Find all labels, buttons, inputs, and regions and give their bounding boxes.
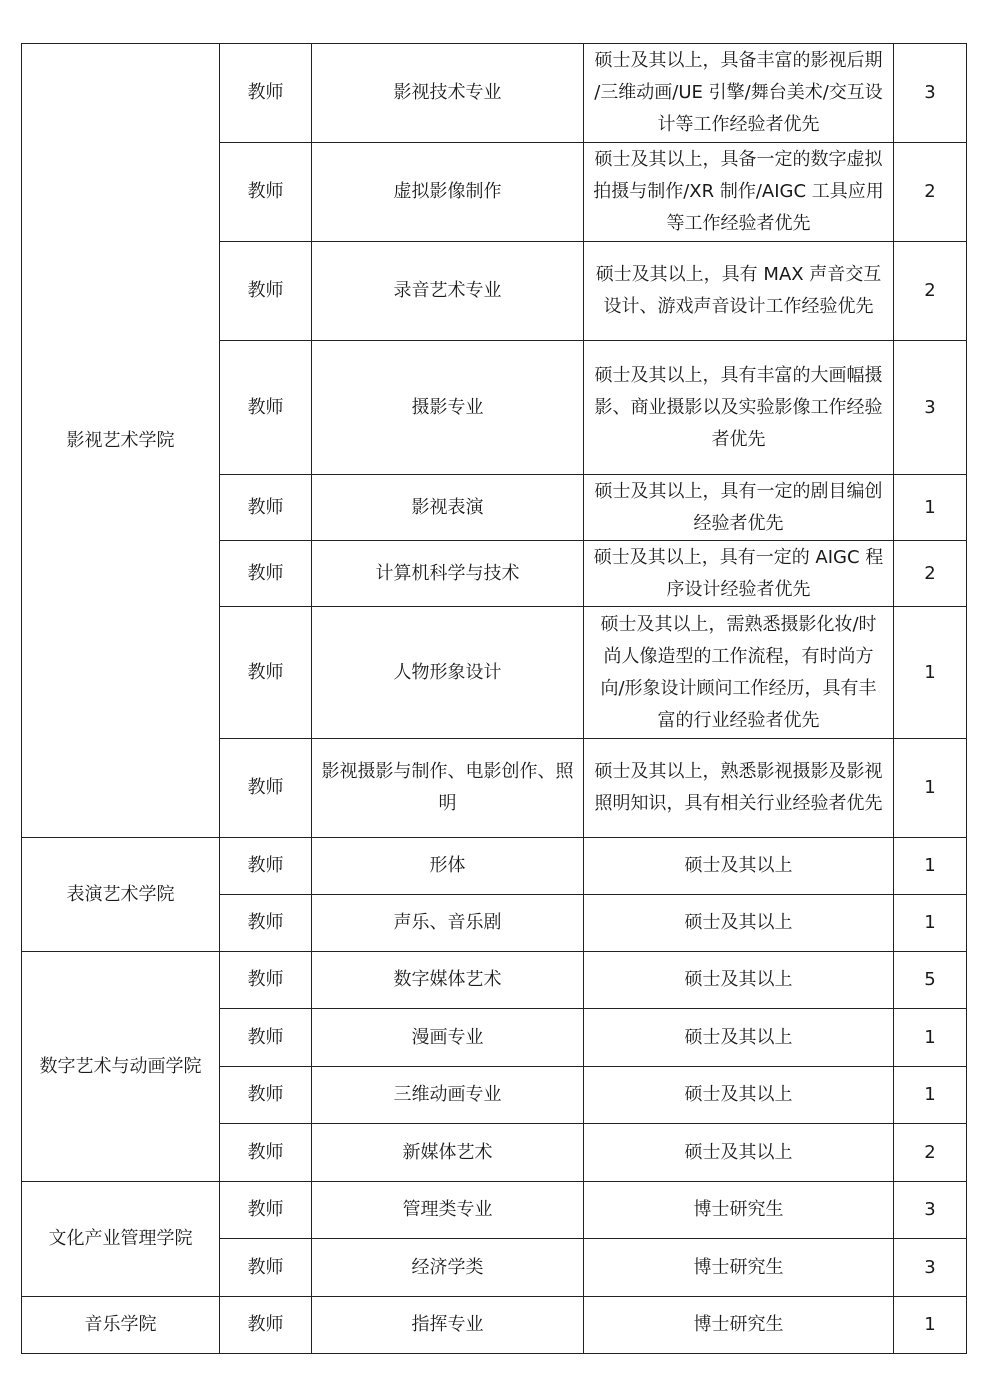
post-cell: 教师 [220,1297,312,1354]
college-cell: 数字艺术与动画学院 [22,952,220,1182]
major-cell: 漫画专业 [312,1009,584,1067]
post-cell: 教师 [220,607,312,739]
count-cell: 2 [894,242,967,341]
requirement-cell: 硕士及其以上 [584,952,894,1009]
post-cell: 教师 [220,1009,312,1067]
major-cell: 影视摄影与制作、电影创作、照明 [312,739,584,838]
requirement-cell: 硕士及其以上，需熟悉摄影化妆/时尚人像造型的工作流程，有时尚方向/形象设计顾问工作经历，具有丰富的行业经验者优先 [584,607,894,739]
major-cell: 影视表演 [312,475,584,541]
major-cell: 影视技术专业 [312,44,584,143]
table-row [22,44,967,143]
major-cell: 人物形象设计 [312,607,584,739]
requirement-cell: 硕士及其以上，具备丰富的影视后期 /三维动画/UE 引擎/舞台美术/交互设计等工作经验者优先 [584,44,894,143]
post-cell: 教师 [220,475,312,541]
table-row [22,952,967,1009]
requirement-cell: 硕士及其以上 [584,1067,894,1124]
requirement-cell: 硕士及其以上，具有丰富的大画幅摄影、商业摄影以及实验影像工作经验者优先 [584,341,894,475]
major-cell: 新媒体艺术 [312,1124,584,1182]
count-cell: 1 [894,838,967,895]
major-cell: 三维动画专业 [312,1067,584,1124]
post-cell: 教师 [220,242,312,341]
count-cell: 1 [894,895,967,952]
college-cell: 文化产业管理学院 [22,1182,220,1297]
requirement-cell: 硕士及其以上，具备一定的数字虚拟拍摄与制作/XR 制作/AIGC 工具应用等工作经验者优先 [584,143,894,242]
post-cell: 教师 [220,895,312,952]
post-cell: 教师 [220,1239,312,1297]
requirement-cell: 硕士及其以上，熟悉影视摄影及影视照明知识，具有相关行业经验者优先 [584,739,894,838]
count-cell: 1 [894,1067,967,1124]
college-cell: 表演艺术学院 [22,838,220,952]
count-cell: 3 [894,1182,967,1239]
requirement-cell: 硕士及其以上 [584,895,894,952]
major-cell: 经济学类 [312,1239,584,1297]
post-cell: 教师 [220,1067,312,1124]
count-cell: 2 [894,1124,967,1182]
count-cell: 1 [894,739,967,838]
count-cell: 1 [894,1009,967,1067]
major-cell: 声乐、音乐剧 [312,895,584,952]
table-row [22,838,967,895]
count-cell: 2 [894,143,967,242]
count-cell: 3 [894,341,967,475]
count-cell: 1 [894,607,967,739]
count-cell: 2 [894,541,967,607]
post-cell: 教师 [220,44,312,143]
post-cell: 教师 [220,341,312,475]
requirement-cell: 硕士及其以上 [584,1009,894,1067]
post-cell: 教师 [220,541,312,607]
major-cell: 摄影专业 [312,341,584,475]
post-cell: 教师 [220,143,312,242]
post-cell: 教师 [220,739,312,838]
post-cell: 教师 [220,838,312,895]
college-cell: 影视艺术学院 [22,44,220,838]
requirement-cell: 硕士及其以上 [584,838,894,895]
recruitment-table [21,43,967,1354]
requirement-cell: 博士研究生 [584,1182,894,1239]
table-body [22,44,967,1354]
major-cell: 虚拟影像制作 [312,143,584,242]
table-row [22,1182,967,1239]
count-cell: 1 [894,475,967,541]
count-cell: 5 [894,952,967,1009]
requirement-cell: 硕士及其以上，具有一定的 AIGC 程序设计经验者优先 [584,541,894,607]
count-cell: 1 [894,1297,967,1354]
post-cell: 教师 [220,1124,312,1182]
major-cell: 计算机科学与技术 [312,541,584,607]
major-cell: 录音艺术专业 [312,242,584,341]
count-cell: 3 [894,44,967,143]
requirement-cell: 硕士及其以上，具有一定的剧目编创经验者优先 [584,475,894,541]
major-cell: 管理类专业 [312,1182,584,1239]
major-cell: 数字媒体艺术 [312,952,584,1009]
requirement-cell: 硕士及其以上 [584,1124,894,1182]
major-cell: 指挥专业 [312,1297,584,1354]
count-cell: 3 [894,1239,967,1297]
major-cell: 形体 [312,838,584,895]
table-row [22,1297,967,1354]
requirement-cell: 硕士及其以上，具有 MAX 声音交互设计、游戏声音设计工作经验优先 [584,242,894,341]
requirement-cell: 博士研究生 [584,1297,894,1354]
college-cell: 音乐学院 [22,1297,220,1354]
post-cell: 教师 [220,952,312,1009]
post-cell: 教师 [220,1182,312,1239]
requirement-cell: 博士研究生 [584,1239,894,1297]
